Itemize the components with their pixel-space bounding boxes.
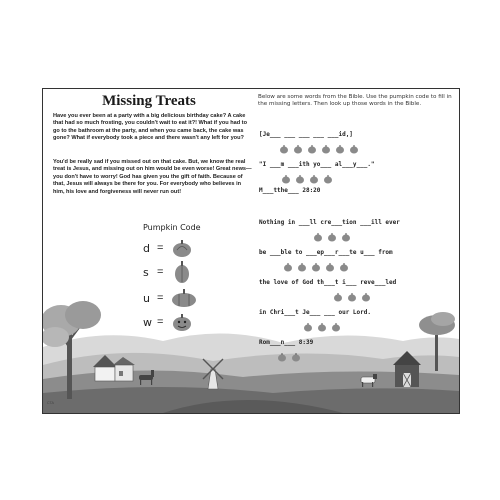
code-row-u — [143, 287, 197, 309]
pumpkin-icon — [341, 229, 351, 247]
pumpkin-icon — [335, 141, 345, 159]
pumpkin-hint-row — [313, 229, 351, 247]
verse-line-4: Nothing in ___ll cre___tion ___ill ever — [259, 219, 400, 226]
code-row-w — [143, 311, 193, 333]
pumpkin-icon — [339, 259, 349, 277]
pumpkin-icon — [317, 319, 327, 337]
equals-sign: = — [157, 242, 164, 254]
pumpkin-icon — [307, 141, 317, 159]
verse-line-7: in Chri___t Je___ ___ our Lord. — [259, 309, 371, 316]
equals-sign: = — [157, 316, 164, 328]
story-paragraph-2: You'd be really sad if you missed out on that cake. But, we know the real treat is Jesus, and missing out on him would be even worse! Great news—you don't have to worry! God has given you the gift of faith. Because of that, Jesus will always be there for you. For everybody who believes in him, his love and forgiveness will never run out! — [53, 159, 252, 195]
publisher-footer: CTA — [47, 401, 54, 405]
pumpkin-icon — [311, 259, 321, 277]
code-letter: w — [143, 315, 152, 329]
pumpkin-hint-row — [283, 259, 349, 277]
pumpkin-icon — [361, 289, 371, 307]
pumpkin-icon — [171, 238, 193, 258]
puzzle-instructions: Below are some words from the Bible. Use the pumpkin code to fill in the missing letters. Then look up those words in the Bible. — [258, 94, 452, 107]
pumpkin-icon — [279, 141, 289, 159]
pumpkin-icon — [297, 259, 307, 277]
verse-line-8: Rom___n___ 8:39 — [259, 339, 314, 346]
code-letter: s — [143, 265, 149, 279]
pumpkin-hint-row — [277, 349, 301, 367]
verse-line-6: the love of God th___t i___ reve___led — [259, 279, 397, 286]
code-row-s — [143, 261, 193, 283]
pumpkin-icon — [293, 141, 303, 159]
pumpkin-icon — [313, 229, 323, 247]
pumpkin-icon — [277, 349, 287, 367]
verse-line-2: "I ___m ___ith yo___ al___y___." — [259, 161, 375, 168]
pumpkin-hint-row — [279, 141, 359, 159]
pumpkin-icon — [331, 319, 341, 337]
wide-pumpkin-icon — [171, 288, 197, 308]
pumpkin-icon — [323, 171, 333, 189]
pumpkin-icon — [303, 319, 313, 337]
code-row-d — [143, 237, 193, 259]
pumpkin-hint-row — [303, 319, 341, 337]
verse-line-3: M___tthe___ 28:20 — [259, 187, 321, 194]
pumpkin-icon — [291, 349, 301, 367]
farm-landscape-illustration — [43, 217, 459, 413]
pumpkin-icon — [349, 141, 359, 159]
pumpkin-hint-row — [333, 289, 371, 307]
pumpkin-icon — [333, 289, 343, 307]
equals-sign: = — [157, 292, 164, 304]
code-letter: d — [143, 241, 150, 255]
page-title: Missing Treats — [102, 93, 196, 109]
jack-o-lantern-icon — [171, 312, 193, 332]
pumpkin-icon — [327, 229, 337, 247]
equals-sign: = — [157, 266, 164, 278]
pumpkin-code-title: Pumpkin Code — [143, 223, 201, 232]
pumpkin-icon — [325, 259, 335, 277]
pumpkin-icon — [283, 259, 293, 277]
tall-pumpkin-icon — [171, 260, 193, 284]
worksheet-page — [42, 88, 460, 414]
verse-line-1: [Je___ ___ ___ ___ ___id,] — [259, 131, 353, 138]
pumpkin-icon — [347, 289, 357, 307]
pumpkin-icon — [321, 141, 331, 159]
verse-line-5: be ___ble to ___ep___r___te u___ from — [259, 249, 393, 256]
story-paragraph-1: Have you ever been at a party with a big delicious birthday cake? A cake that had so much frosting, you couldn't wait to eat it?! What if you had to go to the bathroom at the party, and when you came back, the cake was gone? What if everybody took a piece and there wasn't any left for you? — [53, 113, 247, 142]
code-letter: u — [143, 291, 150, 305]
